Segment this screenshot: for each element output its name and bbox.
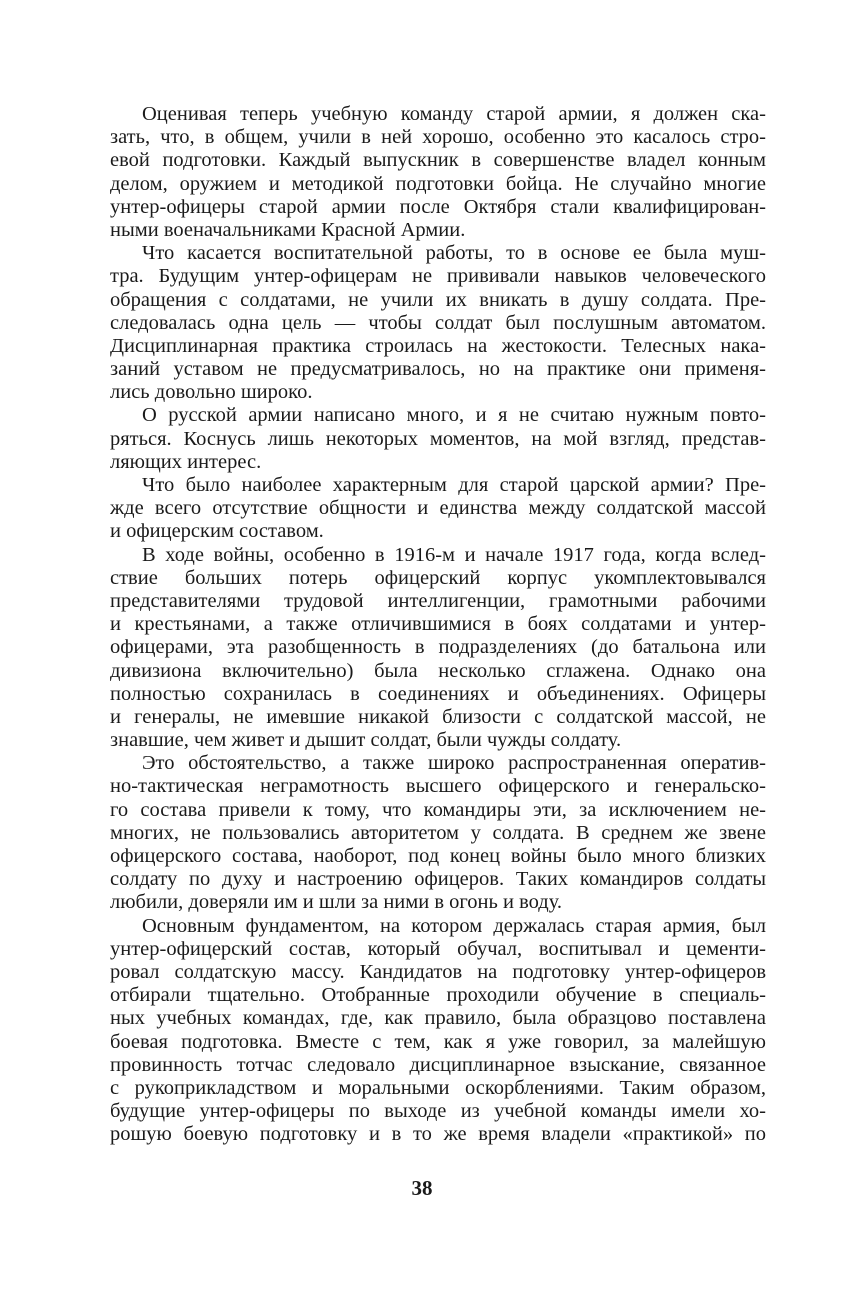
paragraph xyxy=(110,474,766,544)
text-line: дивизиона включительно) была несколько сглажена. Однако она xyxy=(110,659,766,682)
text-line: ляющих интерес. xyxy=(110,450,262,473)
text-line: Дисциплинарная практика строилась на жестокости. Телесных нака- xyxy=(110,334,766,357)
text-line: ровал солдатскую массу. Кандидатов на подготовку унтер-офицеров xyxy=(110,960,766,983)
text-line: Основным фундаментом, на котором держалась старая армия, был xyxy=(142,914,766,937)
text-line: и генералы, не имевшие никакой близости с солдатской массой, не xyxy=(110,705,766,728)
text-line: Это обстоятельство, а также широко распространенная оператив- xyxy=(142,752,766,775)
paragraph xyxy=(110,404,766,474)
text-line: знавшие, чем живет и дышит солдат, были чужды солдату. xyxy=(110,729,622,752)
text-line: ных учебных командах, где, как правило, была образцово поставлена xyxy=(110,1007,766,1030)
text-line: полностью сохранилась в соединениях и объединениях. Офицеры xyxy=(110,682,766,705)
text-line: ряться. Коснусь лишь некоторых моментов, на мой взгляд, представ- xyxy=(110,427,766,450)
text-line: заний уставом не предусматривалось, но на практике они применя- xyxy=(110,358,766,381)
text-line: Оценивая теперь учебную команду старой армии, я должен ска- xyxy=(142,103,766,125)
text-line: Что касается воспитательной работы, то в основе ее была муш- xyxy=(142,242,766,265)
text-line: солдату по духу и настроению офицеров. Таких командиров солдаты xyxy=(110,868,766,891)
text-line: обращения с солдатами, не учили их вникать в душу солдата. Пре- xyxy=(110,288,766,311)
text-line: жде всего отсутствие общности и единства между солдатской массой xyxy=(110,497,766,520)
text-line: но-тактическая неграмотность высшего офицерского и генеральско- xyxy=(110,775,766,798)
text-line: отбирали тщательно. Отобранные проходили обучение в специаль- xyxy=(110,984,766,1007)
text-line: делом, оружием и методикой подготовки бойца. Не случайно многие xyxy=(110,172,766,195)
page-number: 38 xyxy=(411,1176,433,1200)
text-line: зать, что, в общем, учили в ней хорошо, особенно это касалось стро- xyxy=(110,126,766,149)
text-line: офицерами, эта разобщенность в подразделениях (до батальона или xyxy=(110,636,766,659)
text-line: будущие унтер-офицеры по выходе из учебной команды имели хо- xyxy=(110,1100,766,1123)
text-line: ствие больших потерь офицерский корпус укомплектовывался xyxy=(110,566,766,589)
text-line: унтер-офицеры старой армии после Октября стали квалифицирован- xyxy=(110,195,766,218)
text-line: многих, не пользовались авторитетом у солдата. В среднем же звене xyxy=(110,821,766,844)
text-line: боевая подготовка. Вместе с тем, как я уже говорил, за малейшую xyxy=(110,1030,766,1053)
paragraph xyxy=(110,544,766,753)
text-line: с рукоприкладством и моральными оскорблениями. Таким образом, xyxy=(110,1076,766,1099)
text-line: любили, доверяли им и шли за ними в огонь и воду. xyxy=(110,891,563,914)
paragraph xyxy=(110,915,766,1147)
text-line: тра. Будущим унтер-офицерам не прививали навыков человеческого xyxy=(110,265,766,288)
text-line: О русской армии написано много, и я не считаю нужным повто- xyxy=(142,404,766,427)
text-line: унтер-офицерский состав, который обучал, воспитывал и цементи- xyxy=(110,937,766,960)
text-line: В ходе войны, особенно в 1916-м и начале 1917 года, когда вслед- xyxy=(142,543,766,566)
text-line: представителями трудовой интеллигенции, грамотными рабочими xyxy=(110,589,766,612)
text-line: лись довольно широко. xyxy=(110,381,313,404)
text-line: следовалась одна цель — чтобы солдат был послушным автоматом. xyxy=(110,311,766,334)
text-line: и офицерским составом. xyxy=(110,520,324,543)
text-line: евой подготовки. Каждый выпускник в совершенстве владел конным xyxy=(110,149,766,172)
paragraph xyxy=(110,242,766,404)
text-line: и крестьянами, а также отличившимися в боях солдатами и унтер- xyxy=(110,613,766,636)
text-line: Что было наиболее характерным для старой царской армии? Пре- xyxy=(142,474,766,496)
text-line: рошую боевую подготовку и в то же время владели «практикой» по xyxy=(110,1123,766,1146)
paragraph xyxy=(110,103,766,242)
text-line: го состава привели к тому, что командиры эти, за исключением не- xyxy=(110,798,766,821)
paragraph xyxy=(110,752,766,914)
text-line: ными военачальниками Красной Армии. xyxy=(110,218,466,241)
page-body xyxy=(110,103,766,1146)
text-line: офицерского состава, наоборот, под конец войны было много близких xyxy=(110,845,766,867)
text-line: провинность тотчас следовало дисциплинарное взыскание, связанное xyxy=(110,1053,766,1076)
